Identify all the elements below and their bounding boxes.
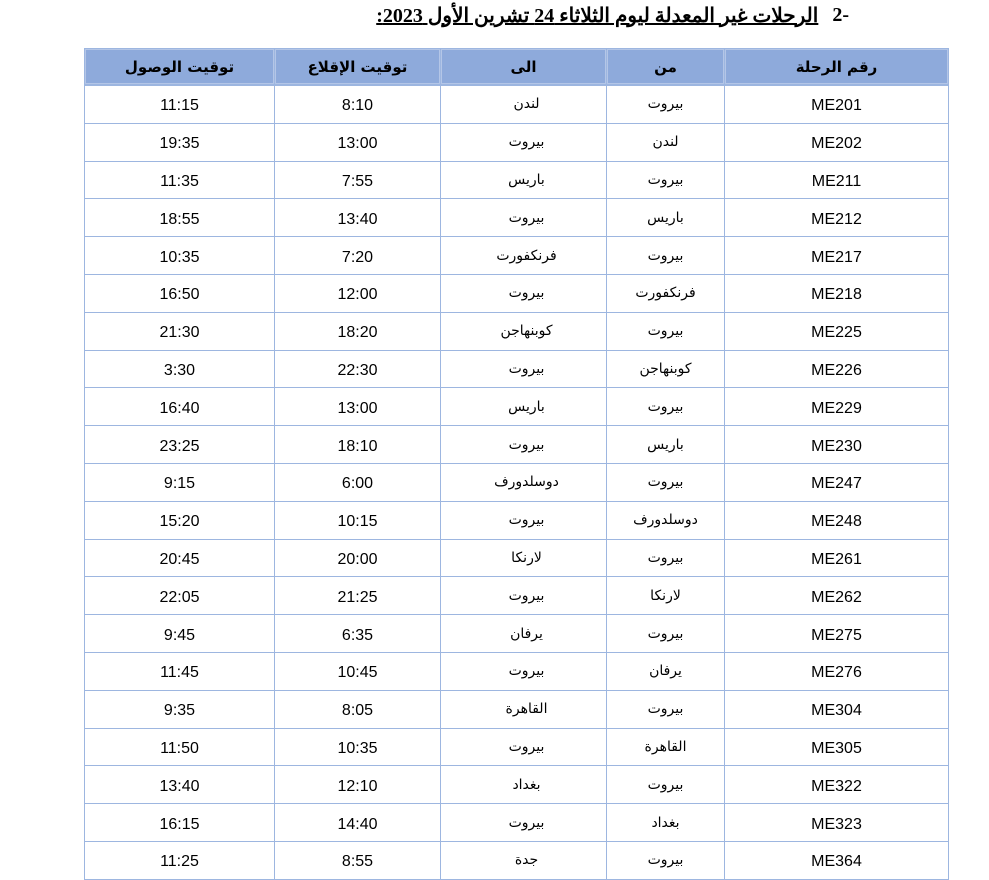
departure-time-cell: 10:35	[275, 728, 441, 766]
origin-cell: بيروت	[607, 690, 725, 728]
arrival-time-cell: 22:05	[85, 577, 275, 615]
flight-number-cell: ME248	[725, 501, 949, 539]
origin-cell: دوسلدورف	[607, 501, 725, 539]
destination-cell: باريس	[441, 388, 607, 426]
table-row	[85, 690, 949, 728]
arrival-time-cell: 23:25	[85, 426, 275, 464]
flight-number-cell: ME229	[725, 388, 949, 426]
departure-time-cell: 22:30	[275, 350, 441, 388]
origin-cell: بيروت	[607, 388, 725, 426]
departure-time-cell: 13:40	[275, 199, 441, 237]
table-row	[85, 161, 949, 199]
departure-time-cell: 12:10	[275, 766, 441, 804]
origin-cell: بيروت	[607, 312, 725, 350]
table-row	[85, 237, 949, 275]
destination-cell: لارنكا	[441, 539, 607, 577]
origin-cell: لارنكا	[607, 577, 725, 615]
origin-cell: بيروت	[607, 463, 725, 501]
flight-number-cell: ME211	[725, 161, 949, 199]
arrival-time-cell: 11:25	[85, 841, 275, 879]
flight-number-cell: ME201	[725, 85, 949, 123]
arrival-time-cell: 3:30	[85, 350, 275, 388]
destination-cell: بيروت	[441, 123, 607, 161]
table-row	[85, 577, 949, 615]
destination-cell: بيروت	[441, 350, 607, 388]
flight-number-cell: ME218	[725, 274, 949, 312]
destination-cell: بيروت	[441, 274, 607, 312]
origin-cell: بيروت	[607, 766, 725, 804]
section-number: -2	[832, 3, 849, 26]
flight-number-cell: ME217	[725, 237, 949, 275]
departure-time-cell: 18:20	[275, 312, 441, 350]
table-row	[85, 804, 949, 842]
destination-cell: بيروت	[441, 577, 607, 615]
origin-cell: بيروت	[607, 539, 725, 577]
header-flight-number: رقم الرحلة	[725, 49, 949, 86]
arrival-time-cell: 16:50	[85, 274, 275, 312]
table-body	[85, 85, 949, 879]
destination-cell: فرنكفورت	[441, 237, 607, 275]
table-row	[85, 539, 949, 577]
flight-number-cell: ME276	[725, 652, 949, 690]
flight-number-cell: ME275	[725, 615, 949, 653]
flight-number-cell: ME323	[725, 804, 949, 842]
arrival-time-cell: 16:15	[85, 804, 275, 842]
flight-number-cell: ME261	[725, 539, 949, 577]
origin-cell: كوبنهاجن	[607, 350, 725, 388]
flight-number-cell: ME262	[725, 577, 949, 615]
table-row	[85, 312, 949, 350]
table-row	[85, 463, 949, 501]
departure-time-cell: 8:55	[275, 841, 441, 879]
destination-cell: يرفان	[441, 615, 607, 653]
origin-cell: لندن	[607, 123, 725, 161]
table-row	[85, 388, 949, 426]
destination-cell: لندن	[441, 85, 607, 123]
flights-table	[84, 48, 949, 880]
destination-cell: دوسلدورف	[441, 463, 607, 501]
departure-time-cell: 10:45	[275, 652, 441, 690]
arrival-time-cell: 19:35	[85, 123, 275, 161]
arrival-time-cell: 9:35	[85, 690, 275, 728]
flight-number-cell: ME230	[725, 426, 949, 464]
destination-cell: بغداد	[441, 766, 607, 804]
destination-cell: بيروت	[441, 426, 607, 464]
table-row	[85, 85, 949, 123]
origin-cell: بيروت	[607, 615, 725, 653]
arrival-time-cell: 16:40	[85, 388, 275, 426]
arrival-time-cell: 15:20	[85, 501, 275, 539]
departure-time-cell: 13:00	[275, 123, 441, 161]
destination-cell: بيروت	[441, 199, 607, 237]
header-from: من	[607, 49, 725, 86]
flight-number-cell: ME226	[725, 350, 949, 388]
table-row	[85, 766, 949, 804]
table-row	[85, 350, 949, 388]
destination-cell: كوبنهاجن	[441, 312, 607, 350]
arrival-time-cell: 18:55	[85, 199, 275, 237]
destination-cell: بيروت	[441, 652, 607, 690]
table-row	[85, 199, 949, 237]
destination-cell: جدة	[441, 841, 607, 879]
flight-number-cell: ME202	[725, 123, 949, 161]
header-to: الى	[441, 49, 607, 86]
departure-time-cell: 21:25	[275, 577, 441, 615]
arrival-time-cell: 11:50	[85, 728, 275, 766]
arrival-time-cell: 20:45	[85, 539, 275, 577]
departure-time-cell: 7:55	[275, 161, 441, 199]
table-row	[85, 615, 949, 653]
departure-time-cell: 10:15	[275, 501, 441, 539]
table-row	[85, 123, 949, 161]
origin-cell: بيروت	[607, 237, 725, 275]
departure-time-cell: 18:10	[275, 426, 441, 464]
header-departure-time: توقيت الإقلاع	[275, 49, 441, 86]
arrival-time-cell: 9:15	[85, 463, 275, 501]
origin-cell: يرفان	[607, 652, 725, 690]
arrival-time-cell: 11:15	[85, 85, 275, 123]
departure-time-cell: 7:20	[275, 237, 441, 275]
origin-cell: بيروت	[607, 841, 725, 879]
origin-cell: فرنكفورت	[607, 274, 725, 312]
origin-cell: باريس	[607, 426, 725, 464]
departure-time-cell: 12:00	[275, 274, 441, 312]
departure-time-cell: 8:05	[275, 690, 441, 728]
table-row	[85, 728, 949, 766]
flight-number-cell: ME364	[725, 841, 949, 879]
section-title: الرحلات غير المعدلة ليوم الثلاثاء 24 تشرين الأول 2023:	[376, 4, 819, 27]
departure-time-cell: 14:40	[275, 804, 441, 842]
flight-number-cell: ME212	[725, 199, 949, 237]
origin-cell: بيروت	[607, 161, 725, 199]
flight-number-cell: ME322	[725, 766, 949, 804]
origin-cell: بيروت	[607, 85, 725, 123]
destination-cell: بيروت	[441, 501, 607, 539]
arrival-time-cell: 9:45	[85, 615, 275, 653]
table-row	[85, 274, 949, 312]
header-arrival-time: توقيت الوصول	[85, 49, 275, 86]
table-row	[85, 841, 949, 879]
flight-number-cell: ME305	[725, 728, 949, 766]
flight-number-cell: ME225	[725, 312, 949, 350]
destination-cell: بيروت	[441, 804, 607, 842]
arrival-time-cell: 10:35	[85, 237, 275, 275]
table-header-row	[85, 49, 949, 86]
flight-number-cell: ME304	[725, 690, 949, 728]
origin-cell: باريس	[607, 199, 725, 237]
section-heading	[376, 0, 849, 30]
departure-time-cell: 13:00	[275, 388, 441, 426]
origin-cell: بغداد	[607, 804, 725, 842]
arrival-time-cell: 11:35	[85, 161, 275, 199]
arrival-time-cell: 21:30	[85, 312, 275, 350]
arrival-time-cell: 11:45	[85, 652, 275, 690]
departure-time-cell: 6:00	[275, 463, 441, 501]
table-row	[85, 652, 949, 690]
departure-time-cell: 8:10	[275, 85, 441, 123]
arrival-time-cell: 13:40	[85, 766, 275, 804]
flight-number-cell: ME247	[725, 463, 949, 501]
destination-cell: بيروت	[441, 728, 607, 766]
destination-cell: باريس	[441, 161, 607, 199]
table-row	[85, 426, 949, 464]
origin-cell: القاهرة	[607, 728, 725, 766]
departure-time-cell: 6:35	[275, 615, 441, 653]
table-row	[85, 501, 949, 539]
departure-time-cell: 20:00	[275, 539, 441, 577]
destination-cell: القاهرة	[441, 690, 607, 728]
